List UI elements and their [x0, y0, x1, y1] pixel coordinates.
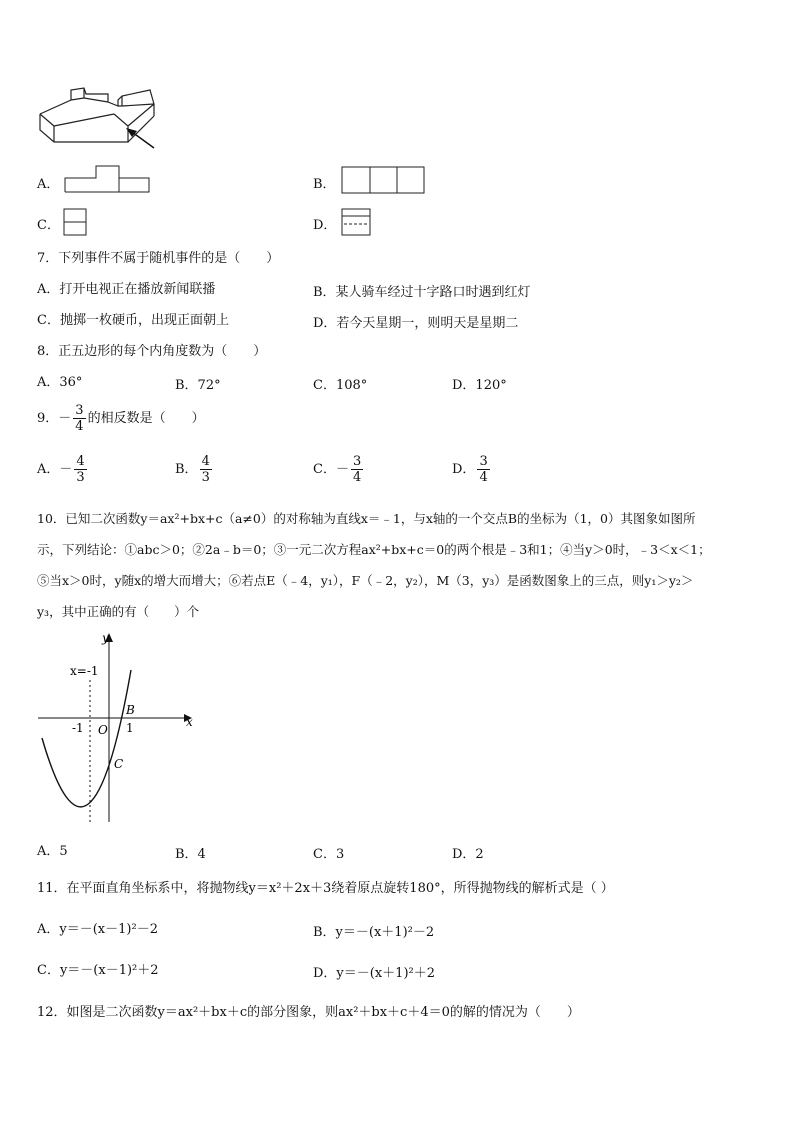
q9-option-b-num: 4	[201, 454, 210, 469]
q9-option-d-num: 3	[479, 454, 488, 469]
q9-prefix: 9．－	[37, 411, 72, 426]
q10-graph-y-label: y	[102, 631, 109, 645]
q10-graph-neg-one: -1	[72, 721, 84, 735]
q6-option-c-shape	[63, 208, 87, 236]
q9-option-c-fraction	[351, 454, 363, 485]
q10-graph-one: 1	[126, 721, 134, 735]
q7-option-d[interactable]: D．若今天星期一，则明天是星期二	[313, 316, 519, 331]
q6-option-d-shape	[341, 208, 371, 236]
q8-option-c[interactable]: C．108°	[313, 378, 368, 393]
q7-option-a[interactable]: A．打开电视正在播放新闻联播	[37, 282, 216, 297]
view-direction-arrow-icon	[124, 126, 158, 152]
q11-option-c[interactable]: C．y＝－(x－1)²＋2	[37, 963, 159, 978]
q6-option-b-shape	[341, 166, 425, 194]
q9-option-c[interactable]	[313, 454, 365, 485]
q9-option-a-label: A．	[37, 462, 60, 477]
q9-option-a-den: 3	[76, 470, 85, 485]
q6-option-b-label[interactable]: B．	[313, 177, 336, 192]
q10-graph-axis-label: x=-1	[70, 664, 99, 678]
q9-option-a-sign: －	[59, 462, 73, 477]
q10-line-1: 10．已知二次函数y＝ax²+bx+c（a≠0）的对称轴为直线x＝﹣1，与x轴的一个交点B的坐标为（1，0）其图象如图所	[37, 511, 696, 526]
q9-option-d-label: D．	[452, 462, 476, 477]
q10-graph-point-b: B	[126, 703, 135, 717]
q9-option-b-label: B．	[175, 462, 198, 477]
q9-option-a-num: 4	[76, 454, 85, 469]
q7-stem: 7．下列事件不属于随机事件的是（ ）	[37, 251, 280, 266]
q10-line-3: ⑤当x＞0时，y随x的增大而增大；⑥若点E（﹣4，y₁），F（﹣2，y₂），M（3，y₃）是函数图象上的三点，则y₁＞y₂＞	[37, 573, 694, 588]
q8-option-d[interactable]: D．120°	[452, 378, 507, 393]
q11-option-d[interactable]: D．y＝－(x＋1)²＋2	[313, 966, 435, 981]
q9-option-b[interactable]	[175, 454, 214, 485]
q9-option-c-num: 3	[352, 454, 362, 469]
q8-option-b[interactable]: B．72°	[175, 378, 221, 393]
q10-option-a[interactable]: A．5	[37, 844, 68, 859]
q9-option-a-fraction	[74, 454, 86, 485]
q12-stem: 12．如图是二次函数y＝ax²＋bx＋c的部分图象，则ax²＋bx＋c＋4＝0的解的情况为（ ）	[37, 1005, 580, 1020]
q9-option-b-fraction	[200, 454, 212, 485]
q10-graph-x-label: x	[186, 715, 193, 729]
q9-fraction	[73, 403, 85, 434]
q9-option-a[interactable]	[37, 454, 89, 485]
q9-option-b-den: 3	[201, 470, 210, 485]
q8-stem: 8．正五边形的每个内角度数为（ ）	[37, 344, 267, 359]
q11-option-a[interactable]: A．y＝－(x－1)²－2	[37, 922, 158, 937]
q7-option-c[interactable]: C．抛掷一枚硬币，出现正面朝上	[37, 313, 229, 328]
q9-option-d[interactable]	[452, 454, 492, 485]
q9-frac-num: 3	[75, 403, 84, 418]
q11-stem: 11．在平面直角坐标系中，将抛物线y＝x²＋2x＋3绕着原点旋转180°，所得抛物线的解析式是（ ）	[37, 881, 614, 896]
q6-option-a-label[interactable]: A．	[37, 177, 60, 192]
q10-line-2: 示，下列结论：①abc＞0；②2a﹣b＝0；③一元二次方程ax²+bx+c＝0的两个根是﹣3和1；④当y＞0时，﹣3＜x＜1；	[37, 542, 711, 557]
q9-option-c-den: 4	[352, 470, 362, 485]
q6-option-c-label[interactable]: C．	[37, 218, 60, 233]
q9-suffix: 的相反数是（ ）	[87, 411, 205, 426]
q10-graph-point-c: C	[114, 757, 124, 771]
q6-option-d-label[interactable]: D．	[313, 218, 337, 233]
q10-parabola-graph	[34, 630, 204, 830]
q10-option-d[interactable]: D．2	[452, 847, 484, 862]
q10-line-4: y₃，其中正确的有（ ）个	[37, 604, 200, 619]
q10-option-c[interactable]: C．3	[313, 847, 345, 862]
q10-option-b[interactable]: B．4	[175, 847, 206, 862]
q6-option-a-shape	[64, 164, 150, 194]
q7-option-b[interactable]: B．某人骑车经过十字路口时遇到红灯	[313, 285, 531, 300]
q9-stem	[37, 403, 205, 434]
q9-option-d-fraction	[477, 454, 489, 485]
q9-option-c-sign: －	[335, 462, 349, 477]
q8-option-a[interactable]: A．36°	[37, 375, 83, 390]
q9-frac-den: 4	[75, 419, 84, 434]
q9-option-c-label: C．	[313, 462, 336, 477]
q11-option-b[interactable]: B．y＝－(x＋1)²－2	[313, 925, 435, 940]
q9-option-d-den: 4	[479, 470, 488, 485]
q10-graph-origin: O	[98, 723, 108, 737]
